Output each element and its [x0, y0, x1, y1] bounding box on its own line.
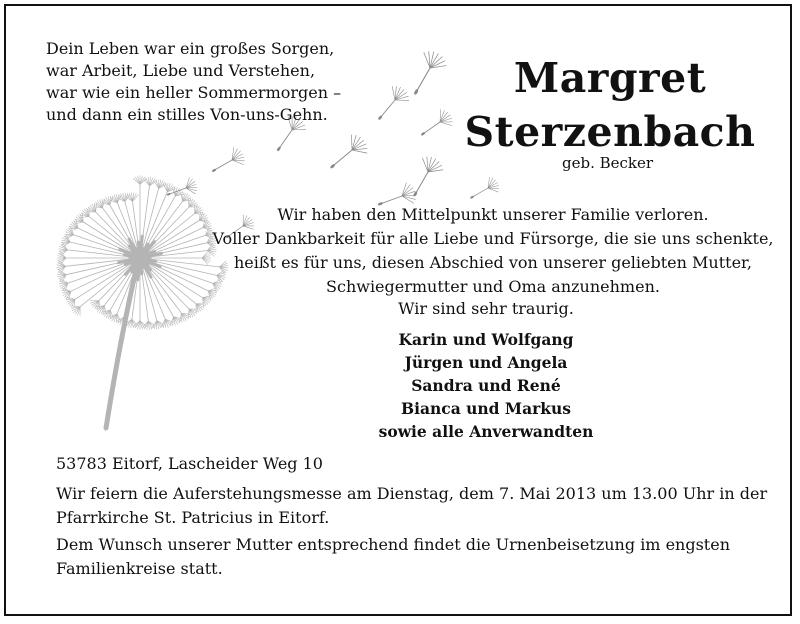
seed-tuft — [100, 307, 116, 321]
deceased-born-name: geb. Becker — [562, 154, 654, 172]
flying-seed — [416, 107, 456, 144]
family-member: Bianca und Markus — [400, 399, 572, 418]
seed-tuft — [125, 192, 139, 203]
message-line: Schwiegermutter und Oma anzunehmen. — [326, 277, 660, 296]
flying-seed-part — [381, 100, 395, 117]
farewell-message — [212, 203, 774, 299]
flying-seed-part — [279, 130, 292, 148]
seed-tuft — [142, 320, 156, 331]
urn-notice-line: Familienkreise statt. — [56, 559, 223, 578]
deceased-first-name: Margret — [513, 54, 707, 102]
message-line: Wir haben den Mittelpunkt unserer Familie verloren. — [277, 205, 709, 224]
seed-tuft — [143, 176, 157, 187]
poem-line: und dann ein stilles Von-uns-Gehn. — [46, 105, 328, 124]
mass-notice-line: Pfarrkirche St. Patricius in Eitorf. — [56, 508, 330, 527]
flying-seed — [370, 82, 412, 126]
poem-line: war Arbeit, Liebe und Verstehen, — [46, 61, 316, 80]
flying-seed-part — [413, 89, 419, 96]
dandelion-stem — [106, 270, 136, 428]
flying-seed-part — [395, 89, 404, 100]
seed-tuft — [133, 321, 146, 330]
message-line: Voller Dankbarkeit für alle Liebe und Fürsorge, die sie uns schenkte, — [212, 229, 774, 248]
message-line: heißt es für uns, diesen Abschied von unserer geliebten Mutter, — [233, 253, 753, 272]
flying-seed — [466, 175, 502, 206]
flying-seed-part — [424, 122, 440, 133]
family-member: Sandra und René — [411, 376, 561, 395]
flying-seed-part — [424, 157, 435, 172]
seed-tuft — [202, 251, 211, 264]
flying-seed-part — [426, 52, 438, 68]
sad-line: Wir sind sehr traurig. — [398, 299, 574, 318]
family-member: sowie alle Anverwandten — [378, 422, 594, 441]
flying-seed-part — [212, 168, 217, 172]
family-member: Jürgen und Angela — [404, 353, 568, 372]
flying-seed-part — [346, 135, 361, 150]
flying-seed — [403, 153, 446, 203]
flying-seed-part — [232, 154, 244, 163]
dandelion-core — [131, 249, 149, 267]
family-member: Karin und Wolfgang — [398, 330, 574, 349]
seed-tuft — [184, 305, 200, 321]
flying-seed-part — [416, 172, 428, 193]
seed-tuft — [78, 206, 94, 222]
flying-seed-part — [333, 150, 352, 166]
seed-tuft — [150, 319, 165, 331]
flying-seed-part — [352, 140, 364, 150]
flying-seed — [207, 145, 248, 180]
deceased-last-name: Sterzenbach — [464, 108, 756, 156]
poem-line: war wie ein heller Sommermorgen – — [46, 83, 342, 102]
poem-line: Dein Leben war ein großes Sorgen, — [46, 39, 335, 58]
seed-tuft — [56, 268, 68, 283]
urn-notice — [56, 533, 730, 581]
address: 53783 Eitorf, Lascheider Weg 10 — [56, 454, 323, 473]
seed-tuft — [57, 251, 66, 264]
flying-seed — [403, 47, 450, 101]
flying-seed-part — [395, 91, 409, 105]
flying-seed-part — [215, 160, 232, 170]
flying-seed — [323, 131, 372, 177]
flying-seed-part — [417, 68, 430, 91]
mass-notice — [56, 482, 767, 530]
mass-notice-line: Wir feiern die Auferstehungsmesse am Dienstag, dem 7. Mai 2013 um 13.00 Uhr in der — [56, 484, 768, 503]
seed-tuft — [56, 260, 67, 274]
flying-seed-part — [488, 183, 499, 191]
poem — [46, 38, 341, 126]
seed-tuft — [72, 211, 87, 227]
flying-seed-part — [169, 188, 186, 194]
urn-notice-line: Dem Wunsch unserer Mutter entsprechend findet die Urnenbeisetzung im engsten — [56, 535, 730, 554]
flying-seed-part — [473, 188, 488, 197]
flying-seed-part — [470, 195, 475, 199]
family-names — [360, 328, 612, 443]
